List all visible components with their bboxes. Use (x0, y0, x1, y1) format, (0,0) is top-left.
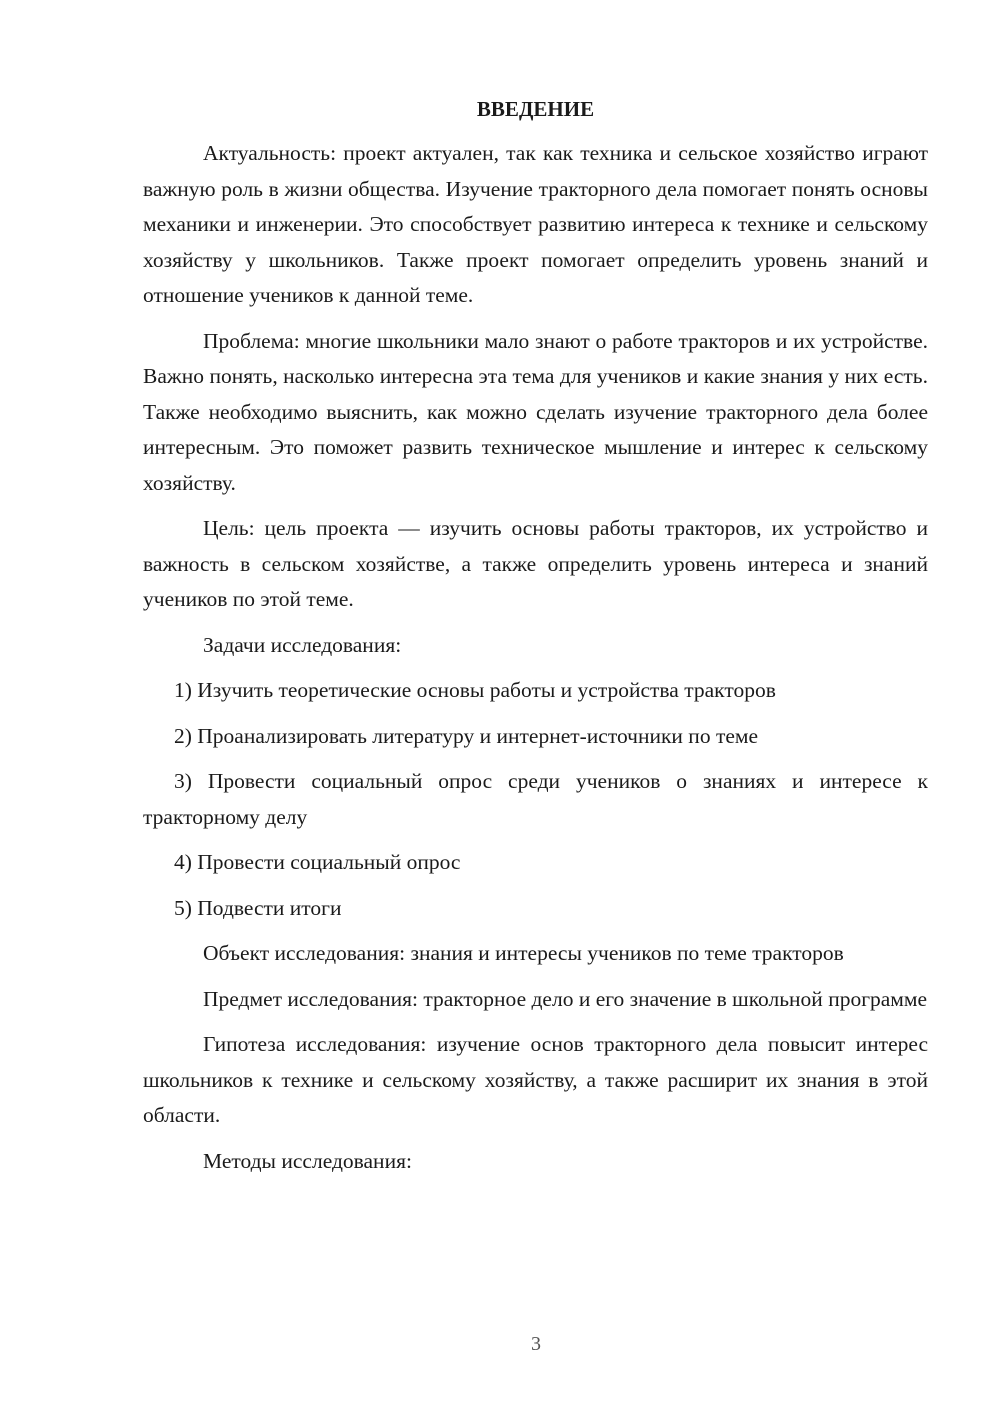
document-page (143, 95, 928, 1189)
task-item-3: 3) Провести социальный опрос среди учеников о знаниях и интересе к тракторному делу (143, 769, 928, 829)
object-paragraph: Объект исследования: знания и интересы учеников по теме тракторов (203, 941, 844, 965)
task-item-2: 2) Проанализировать литературу и интернет-источники по теме (174, 723, 759, 748)
subject-paragraph: Предмет исследования: тракторное дело и его значение в школьной программе (203, 986, 928, 1011)
section-title: ВВЕДЕНИЕ (476, 97, 595, 121)
tasks-heading: Задачи исследования: (203, 632, 402, 657)
hypothesis-paragraph: Гипотеза исследования: изучение основ тракторного дела повысит интерес школьников к технике и сельскому хозяйству, а также расширит их знания в этой области. (143, 1032, 928, 1127)
task-item-5: 5) Подвести итоги (174, 895, 342, 920)
page-number: 3 (531, 1333, 541, 1355)
relevance-paragraph: Актуальность: проект актуален, так как техника и сельское хозяйство играют важную роль в жизни общества. Изучение тракторного дела помогает понять основы механики и инженерии. Это способствует развитию интереса к технике и сельскому хозяйству у школьников. Также проект помогает определить уровень знаний и отношение учеников к данной теме. (143, 141, 928, 307)
task-item-4: 4) Провести социальный опрос (174, 850, 461, 874)
methods-heading: Методы исследования: (203, 1148, 412, 1173)
goal-paragraph: Цель: цель проекта — изучить основы работы тракторов, их устройство и важность в сельском хозяйстве, а также определить уровень интереса и знаний учеников по этой теме. (143, 516, 928, 611)
task-item-1: 1) Изучить теоретические основы работы и устройства тракторов (174, 678, 776, 702)
problem-paragraph: Проблема: многие школьники мало знают о работе тракторов и их устройстве. Важно понять, насколько интересна эта тема для учеников и какие знания у них есть. Также необходимо выяснить, как можно сделать изучение тракторного дела более интересным. Это поможет развить техническое мышление и интерес к сельскому хозяйству. (143, 328, 928, 495)
